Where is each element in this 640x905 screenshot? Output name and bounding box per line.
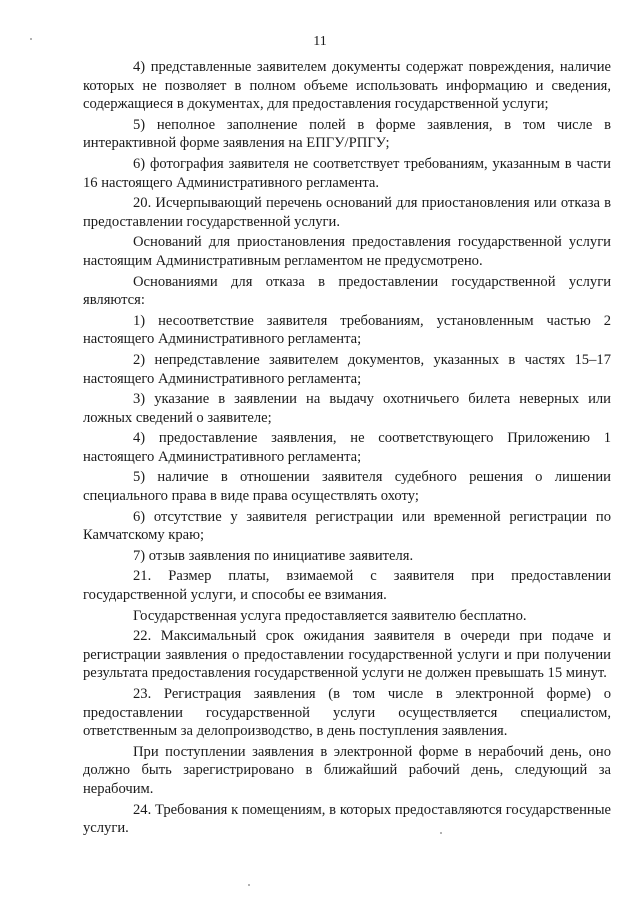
paragraph-section-21: 21. Размер платы, взимаемой с заявителя при предоставлении государственной услуги, и способы ее взимания. — [83, 568, 611, 604]
paragraph-refusal-1: 1) несоответствие заявителя требованиям, установленным частью 2 настоящего Административного регламента; — [83, 312, 611, 348]
scan-speck — [440, 832, 442, 834]
paragraph-no-suspension-grounds: Оснований для приостановления предоставления государственной услуги настоящим Административным регламентом не предусмотрено. — [83, 234, 611, 269]
paragraph-refusal-2: 2) непредставление заявителем документов, указанных в частях 15–17 настоящего Административного регламента; — [83, 351, 611, 387]
document-body — [83, 58, 611, 840]
scan-speck — [30, 38, 32, 40]
paragraph-item-6-photo-requirements: 6) фотография заявителя не соответствует требованиям, указанным в части 16 настоящего Административного регламента. — [83, 155, 611, 191]
paragraph-section-22: 22. Максимальный срок ожидания заявителя в очереди при подаче и регистрации заявления о предоставлении государственной услуги и при получении результата предоставления государственной услуги не должен превышать 15 минут. — [83, 628, 611, 682]
paragraph-section-24: 24. Требования к помещениям, в которых предоставляются государственные услуги. — [83, 801, 611, 837]
paragraph-refusal-4: 4) предоставление заявления, не соответствующего Приложению 1 настоящего Административного регламента; — [83, 430, 611, 465]
paragraph-free-of-charge: Государственная услуга предоставляется заявителю бесплатно. — [133, 607, 527, 624]
paragraph-refusal-7: 7) отзыв заявления по инициативе заявителя. — [133, 547, 414, 564]
page-number: 11 — [313, 34, 327, 49]
paragraph-item-5-incomplete-form: 5) неполное заполнение полей в форме заявления, в том числе в интерактивной форме заявления на ЕПГУ/РПГУ; — [83, 116, 611, 152]
paragraph-refusal-5: 5) наличие в отношении заявителя судебного решения о лишении специального права в виде права осуществлять охоту; — [83, 469, 611, 505]
paragraph-refusal-3: 3) указание в заявлении на выдачу охотничьего билета неверных или ложных сведений о заявителе; — [83, 391, 611, 426]
scan-speck — [248, 884, 250, 886]
paragraph-non-working-day: При поступлении заявления в электронной форме в нерабочий день, оно должно быть зарегистрировано в ближайший рабочий день, следующий за нерабочим. — [83, 743, 611, 797]
paragraph-section-20: 20. Исчерпывающий перечень оснований для приостановления или отказа в предоставлении государственной услуги. — [83, 195, 611, 230]
paragraph-section-23: 23. Регистрация заявления (в том числе в электронной форме) о предоставлении государственной услуги осуществляется специалистом, ответственным за делопроизводство, в день поступления заявления. — [83, 686, 611, 740]
paragraph-item-4-damaged-documents: 4) представленные заявителем документы содержат повреждения, наличие которых не позволяет в полном объеме использовать информацию и сведения, содержащиеся в документах, для предоставления государственной услуги; — [83, 59, 611, 113]
paragraph-refusal-grounds-intro: Основаниями для отказа в предоставлении государственной услуги являются: — [83, 273, 611, 309]
paragraph-refusal-6: 6) отсутствие у заявителя регистрации или временной регистрации по Камчатскому краю; — [83, 508, 611, 544]
